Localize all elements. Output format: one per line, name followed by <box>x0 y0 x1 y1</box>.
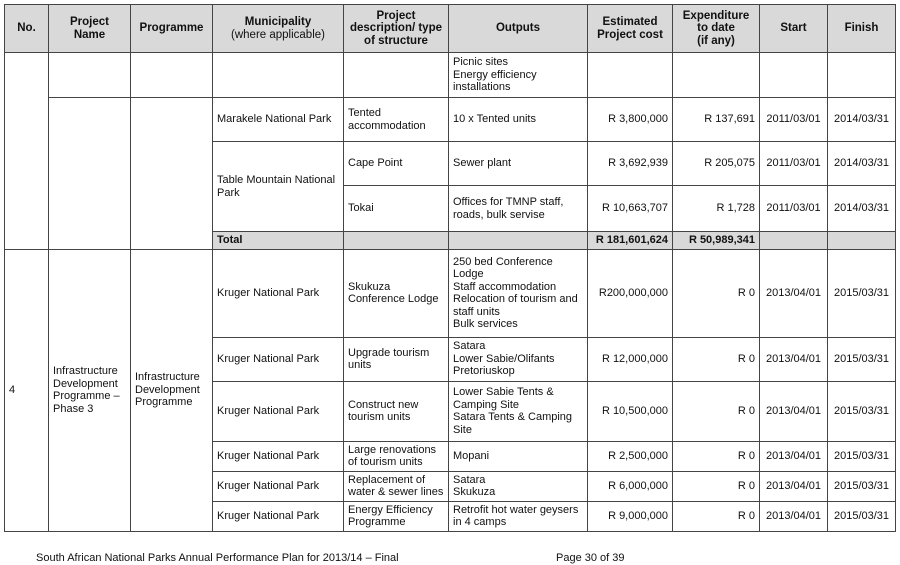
footer-page-number: Page 30 of 39 <box>556 552 625 564</box>
cell-description: Cape Point <box>344 142 449 186</box>
cell-expenditure: R 0 <box>673 381 760 441</box>
output-line: Retrofit hot water geysers in 4 camps <box>453 503 579 528</box>
cell-finish: 2015/03/31 <box>828 381 896 441</box>
cell-municipality: Table Mountain National Park <box>213 142 344 232</box>
table-row <box>5 249 896 337</box>
cell-cost: R 9,000,000 <box>588 501 673 531</box>
cell-description: Upgrade tourism units <box>344 337 449 381</box>
cell-outputs <box>449 381 588 441</box>
cell-municipality: Kruger National Park <box>213 381 344 441</box>
cell-expenditure: R 0 <box>673 441 760 471</box>
cell-description: Construct new tourism units <box>344 381 449 441</box>
output-line: Satara <box>453 340 486 353</box>
cell-start: 2011/03/01 <box>760 98 828 142</box>
cell-start: 2013/04/01 <box>760 337 828 381</box>
header-no: No. <box>5 5 49 53</box>
header-expenditure-line: to date <box>697 22 735 35</box>
header-municipality-label: Municipality <box>244 16 312 28</box>
output-line: Satara Tents & Camping Site <box>453 411 573 436</box>
cell-municipality: Marakele National Park <box>213 98 344 142</box>
header-start: Start <box>760 5 828 53</box>
cell-description: Large renovations of tourism units <box>344 441 449 471</box>
table-row <box>5 53 896 98</box>
header-finish: Finish <box>828 5 896 53</box>
header-expenditure-line: (if any) <box>697 34 735 47</box>
output-line: Bulk services <box>453 318 518 330</box>
cell-description: Tokai <box>344 186 449 232</box>
output-line: Mopani <box>453 449 490 462</box>
cell-cost: R 3,692,939 <box>588 142 673 186</box>
cell-outputs <box>449 53 588 98</box>
output-line: Skukuza <box>453 486 496 498</box>
cell-start: 2013/04/01 <box>760 249 828 337</box>
total-cost: R 181,601,624 <box>588 232 673 250</box>
output-line: 250 bed Conference Lodge <box>453 255 553 280</box>
cell-finish: 2014/03/31 <box>828 142 896 186</box>
cell-finish: 2015/03/31 <box>828 337 896 381</box>
cell-finish <box>828 232 896 250</box>
total-label: Total <box>213 232 344 250</box>
header-project-name: Project Name <box>49 5 131 53</box>
cell-cost: R 2,500,000 <box>588 441 673 471</box>
output-line: Staff accommodation <box>453 280 557 293</box>
output-line: Lower Sabie/Olifants <box>453 352 555 365</box>
cell-project-name <box>49 53 131 98</box>
cell-outputs <box>449 441 588 471</box>
output-line: Relocation of tourism and staff units <box>453 293 578 318</box>
cell-project-name: Infrastructure Development Programme – Phase 3 <box>49 249 131 531</box>
cell-cost: R 6,000,000 <box>588 471 673 501</box>
projects-table <box>4 4 896 532</box>
cell-start: 2013/04/01 <box>760 441 828 471</box>
header-municipality <box>213 5 344 53</box>
cell-municipality: Kruger National Park <box>213 471 344 501</box>
cell-description <box>344 53 449 98</box>
cell-expenditure: R 137,691 <box>673 98 760 142</box>
header-row <box>5 5 896 53</box>
cell-start: 2013/04/01 <box>760 381 828 441</box>
cell-expenditure: R 205,075 <box>673 142 760 186</box>
cell-finish: 2014/03/31 <box>828 98 896 142</box>
cell-municipality: Kruger National Park <box>213 441 344 471</box>
header-description <box>344 5 449 53</box>
header-municipality-sub: (where applicable) <box>231 28 325 41</box>
header-description-line: Project <box>376 9 416 22</box>
header-expenditure <box>673 5 760 53</box>
cell-expenditure <box>673 53 760 98</box>
footer-title: South African National Parks Annual Performance Plan for 2013/14 – Final <box>36 552 399 564</box>
cell-outputs: Sewer plant <box>449 142 588 186</box>
cell-expenditure: R 0 <box>673 501 760 531</box>
cell-cost: R 3,800,000 <box>588 98 673 142</box>
cell-finish <box>828 53 896 98</box>
cell-finish: 2015/03/31 <box>828 501 896 531</box>
cell-finish: 2014/03/31 <box>828 186 896 232</box>
total-expenditure: R 50,989,341 <box>673 232 760 250</box>
cell-programme: Infrastructure Development Programme <box>131 249 213 531</box>
header-cost <box>588 5 673 53</box>
cell-cost <box>588 53 673 98</box>
cell-project-name-continued <box>49 98 131 250</box>
cell-municipality: Kruger National Park <box>213 337 344 381</box>
output-line: Energy efficiency <box>453 68 537 81</box>
cell-outputs <box>449 501 588 531</box>
cell-description: Tented accommodation <box>344 98 449 142</box>
cell-cost: R 10,663,707 <box>588 186 673 232</box>
output-line: Pretoriuskop <box>453 365 515 378</box>
header-cost-line: Estimated <box>602 16 658 28</box>
cell-outputs: 10 x Tented units <box>449 98 588 142</box>
cell-expenditure: R 1,728 <box>673 186 760 232</box>
table-row <box>5 98 896 142</box>
cell-cost: R 12,000,000 <box>588 337 673 381</box>
header-programme: Programme <box>131 5 213 53</box>
cell-description: Skukuza Conference Lodge <box>344 249 449 337</box>
cell-expenditure: R 0 <box>673 471 760 501</box>
cell-outputs <box>449 249 588 337</box>
header-outputs: Outputs <box>449 5 588 53</box>
cell-finish: 2015/03/31 <box>828 441 896 471</box>
cell-expenditure: R 0 <box>673 337 760 381</box>
output-line: installations <box>453 81 511 94</box>
cell-start: 2011/03/01 <box>760 186 828 232</box>
output-line: Lower Sabie Tents & Camping Site <box>453 386 554 411</box>
cell-start <box>760 232 828 250</box>
cell-finish: 2015/03/31 <box>828 471 896 501</box>
cell-start: 2011/03/01 <box>760 142 828 186</box>
header-cost-line: Project cost <box>597 28 663 41</box>
cell-no-continued <box>5 53 49 250</box>
cell-outputs <box>449 337 588 381</box>
cell-no: 4 <box>5 249 49 531</box>
cell-programme-continued <box>131 98 213 250</box>
cell-start: 2013/04/01 <box>760 471 828 501</box>
cell-outputs <box>449 471 588 501</box>
cell-outputs <box>449 232 588 250</box>
cell-expenditure: R 0 <box>673 249 760 337</box>
cell-outputs: Offices for TMNP staff, roads, bulk servise <box>449 186 588 232</box>
cell-start <box>760 53 828 98</box>
cell-municipality: Kruger National Park <box>213 501 344 531</box>
cell-municipality: Kruger National Park <box>213 249 344 337</box>
cell-description <box>344 232 449 250</box>
header-expenditure-line: Expenditure <box>682 9 750 22</box>
header-description-line: description/ type <box>349 22 443 35</box>
cell-municipality <box>213 53 344 98</box>
header-description-line: of structure <box>364 34 428 47</box>
cell-cost: R200,000,000 <box>588 249 673 337</box>
cell-finish: 2015/03/31 <box>828 249 896 337</box>
cell-programme <box>131 53 213 98</box>
cell-description: Replacement of water & sewer lines <box>344 471 449 501</box>
cell-description: Energy Efficiency Programme <box>344 501 449 531</box>
cell-start: 2013/04/01 <box>760 501 828 531</box>
output-line: Satara <box>453 473 486 486</box>
cell-cost: R 10,500,000 <box>588 381 673 441</box>
output-line: Picnic sites <box>453 56 509 69</box>
